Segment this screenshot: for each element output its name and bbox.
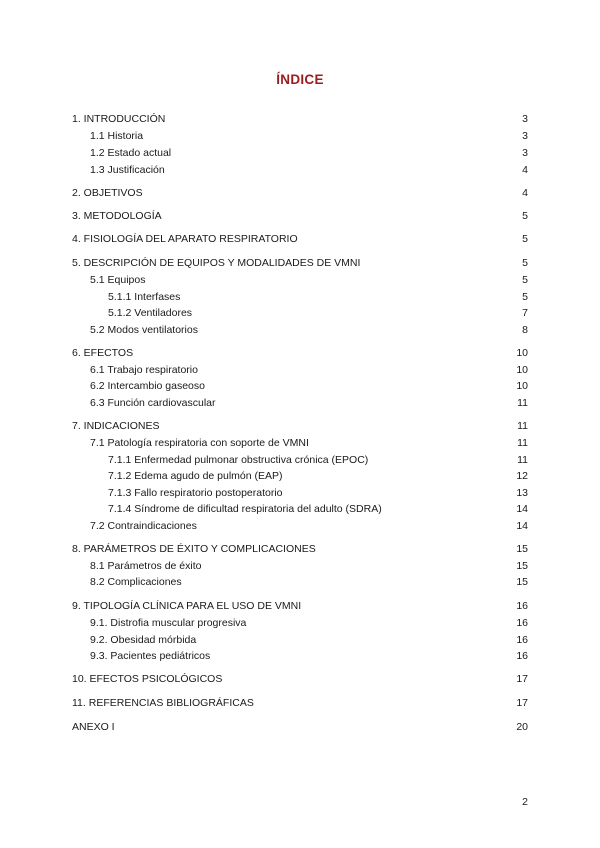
toc-entry-label: 7.2 Contraindicaciones — [90, 520, 197, 532]
toc-entry[interactable] — [0, 574, 600, 590]
toc-entry-page: 14 — [516, 520, 528, 532]
toc-entry-page: 5 — [522, 291, 528, 303]
toc-entry[interactable] — [0, 289, 600, 305]
toc-entry-page: 17 — [516, 673, 528, 685]
toc-entry-label: 8.2 Complicaciones — [90, 576, 182, 588]
toc-entry-page: 3 — [522, 130, 528, 142]
toc-entry[interactable] — [0, 255, 600, 271]
toc-entry-label: 1.3 Justificación — [90, 164, 165, 176]
toc-entry-label: 8.1 Parámetros de éxito — [90, 560, 202, 572]
toc-entry-page: 4 — [522, 187, 528, 199]
toc-entry-page: 5 — [522, 233, 528, 245]
toc-entry-page: 12 — [516, 470, 528, 482]
toc-entry[interactable] — [0, 322, 600, 338]
toc-entry-label: 5.1.2 Ventiladores — [108, 307, 193, 319]
toc-entry-label: 7.1 Patología respiratoria con soporte de VMNI — [90, 437, 309, 449]
toc-entry[interactable] — [0, 695, 600, 711]
toc-entry-label: 9.1. Distrofia muscular progresiva — [90, 617, 247, 629]
toc-entry[interactable] — [0, 615, 600, 631]
toc-entry-label: 1.2 Estado actual — [90, 147, 172, 159]
toc-entry-page: 13 — [516, 487, 528, 499]
toc-entry[interactable] — [0, 452, 600, 468]
toc-entry-page: 16 — [516, 650, 528, 662]
toc-entry-page: 4 — [522, 164, 528, 176]
page-title: ÍNDICE — [276, 72, 324, 87]
toc-entry-page: 15 — [516, 543, 528, 555]
toc-entry[interactable] — [0, 719, 600, 735]
toc-entry-page: 11 — [517, 437, 528, 449]
toc-entry-page: 5 — [522, 210, 528, 222]
toc-entry[interactable] — [0, 272, 600, 288]
toc-entry[interactable] — [0, 671, 600, 687]
toc-entry-label: 4. FISIOLOGÍA DEL APARATO RESPIRATORIO — [72, 233, 298, 245]
toc-entry-label: 6.3 Función cardiovascular — [90, 397, 216, 409]
toc-entry[interactable] — [0, 632, 600, 648]
toc-entry-page: 16 — [516, 617, 528, 629]
toc-entry-label: 5.1.1 Interfases — [108, 291, 181, 303]
toc-entry-page: 11 — [517, 397, 528, 409]
toc-entry[interactable] — [0, 111, 600, 127]
toc-entry-label: 5.2 Modos ventilatorios — [90, 324, 198, 336]
toc-entry-page: 10 — [516, 347, 528, 359]
toc-entry-page: 3 — [522, 113, 528, 125]
toc-entry-label: 7.1.4 Síndrome de dificultad respiratoria del adulto (SDRA) — [108, 503, 382, 515]
toc-entry-label: 2. OBJETIVOS — [72, 187, 143, 199]
toc-entry[interactable] — [0, 501, 600, 517]
toc-entry-label: ANEXO I — [72, 721, 115, 733]
toc-entry-label: 5.1 Equipos — [90, 274, 146, 286]
toc-entry-label: 9.3. Pacientes pediátricos — [90, 650, 211, 662]
toc-entry[interactable] — [0, 435, 600, 451]
toc-entry-page: 10 — [516, 364, 528, 376]
toc-entry-page: 16 — [516, 600, 528, 612]
page-number: 2 — [522, 796, 528, 808]
toc-entry[interactable] — [0, 648, 600, 664]
toc-entry-label: 6.1 Trabajo respiratorio — [90, 364, 198, 376]
toc-entry-label: 3. METODOLOGÍA — [72, 210, 162, 222]
toc-entry-label: 7.1.2 Edema agudo de pulmón (EAP) — [108, 470, 283, 482]
toc-entry[interactable] — [0, 231, 600, 247]
toc-entry-label: 6. EFECTOS — [72, 347, 134, 359]
toc-entry[interactable] — [0, 208, 600, 224]
toc-entry[interactable] — [0, 162, 600, 178]
toc-entry-page: 17 — [516, 697, 528, 709]
toc-entry-page: 20 — [516, 721, 528, 733]
toc-entry-page: 5 — [522, 257, 528, 269]
toc-entry[interactable] — [0, 305, 600, 321]
toc-entry-label: 11. REFERENCIAS BIBLIOGRÁFICAS — [72, 697, 254, 709]
toc-entry-page: 15 — [516, 560, 528, 572]
toc-entry[interactable] — [0, 468, 600, 484]
toc-entry-page: 10 — [516, 380, 528, 392]
toc-entry-label: 1. INTRODUCCIÓN — [72, 113, 166, 125]
toc-entry-page: 3 — [522, 147, 528, 159]
toc-entry[interactable] — [0, 485, 600, 501]
toc-entry-label: 7.1.3 Fallo respiratorio postoperatorio — [108, 487, 283, 499]
toc-entry-label: 6.2 Intercambio gaseoso — [90, 380, 205, 392]
toc-entry[interactable] — [0, 378, 600, 394]
toc-entry[interactable] — [0, 541, 600, 557]
toc-entry-page: 16 — [516, 634, 528, 646]
toc-entry-label: 5. DESCRIPCIÓN DE EQUIPOS Y MODALIDADES DE VMNI — [72, 257, 361, 269]
toc-entry-page: 7 — [522, 307, 528, 319]
toc-entry[interactable] — [0, 418, 600, 434]
toc-entry[interactable] — [0, 345, 600, 361]
toc-entry-page: 15 — [516, 576, 528, 588]
toc-entry-label: 10. EFECTOS PSICOLÓGICOS — [72, 673, 223, 685]
toc-entry-label: 7.1.1 Enfermedad pulmonar obstructiva crónica (EPOC) — [108, 454, 369, 466]
toc-entry-label: 1.1 Historia — [90, 130, 144, 142]
toc-entry-label: 9. TIPOLOGÍA CLÍNICA PARA EL USO DE VMNI — [72, 600, 302, 612]
toc-entry[interactable] — [0, 128, 600, 144]
toc-entry-label: 7. INDICACIONES — [72, 420, 160, 432]
toc-entry[interactable] — [0, 395, 600, 411]
toc-entry-page: 5 — [522, 274, 528, 286]
toc-entry[interactable] — [0, 185, 600, 201]
toc-entry-page: 14 — [516, 503, 528, 515]
toc-entry-page: 11 — [517, 420, 528, 432]
toc-entry[interactable] — [0, 598, 600, 614]
toc-entry[interactable] — [0, 558, 600, 574]
toc-entry-label: 8. PARÁMETROS DE ÉXITO Y COMPLICACIONES — [72, 543, 316, 555]
toc-entry[interactable] — [0, 518, 600, 534]
toc-entry-page: 8 — [522, 324, 528, 336]
toc-entry[interactable] — [0, 145, 600, 161]
toc-entry-label: 9.2. Obesidad mórbida — [90, 634, 197, 646]
toc-entry-page: 11 — [517, 454, 528, 466]
toc-entry[interactable] — [0, 362, 600, 378]
